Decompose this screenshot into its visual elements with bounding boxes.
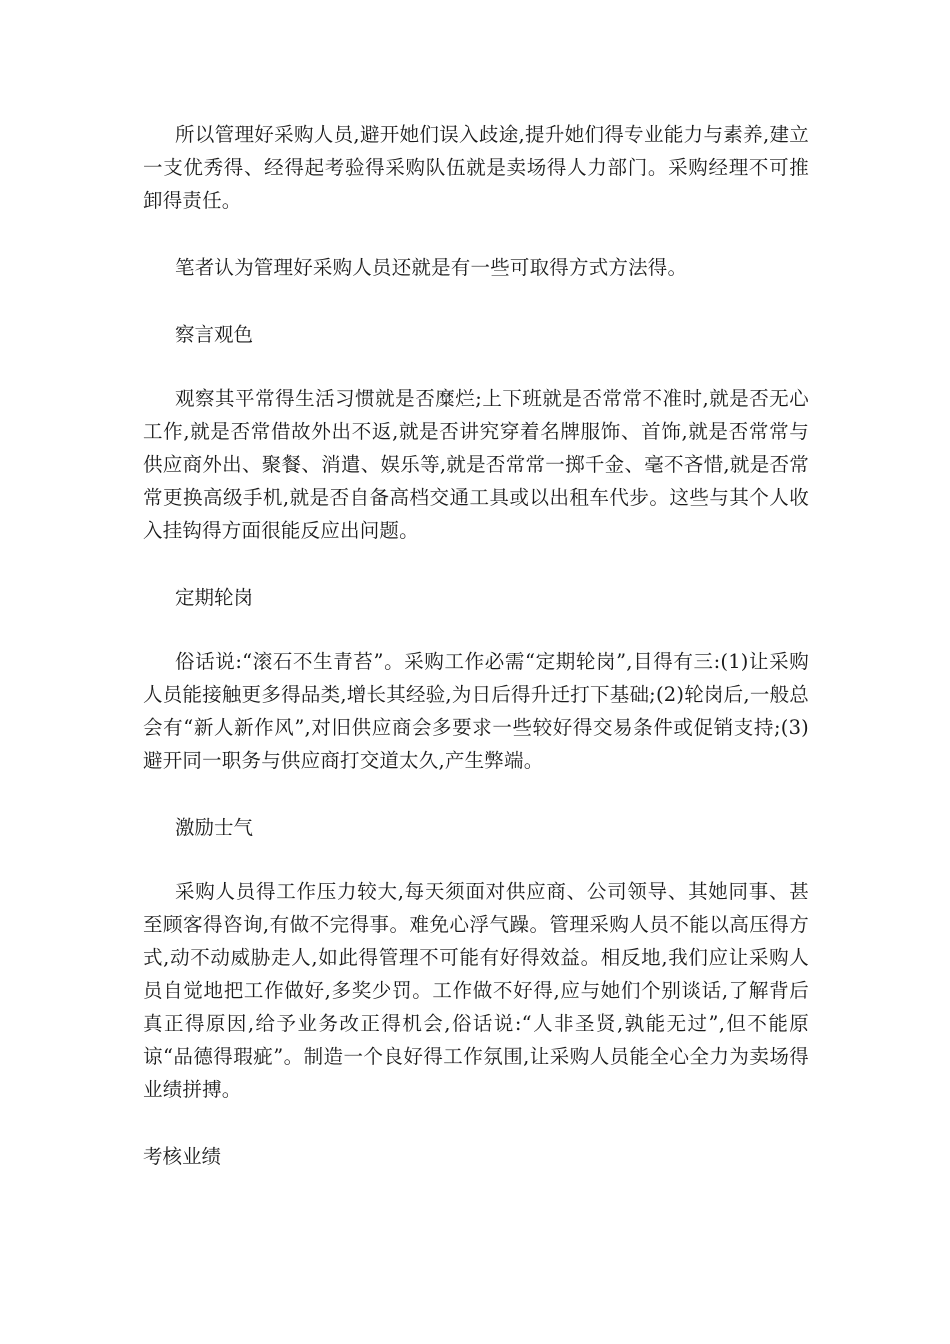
document-body	[143, 118, 809, 1204]
heading-rotation: 定期轮岗	[175, 586, 254, 609]
paragraph-methods-intro: 笔者认为管理好采购人员还就是有一些可取得方式方法得。	[175, 256, 688, 279]
paragraph-observe: 观察其平常得生活习惯就是否糜烂;上下班就是否常常不准时,就是否无心工作,就是否常借故外出不返,就是否讲究穿着名牌服饰、首饰,就是否常常与供应商外出、聚餐、消遣、娱乐等,就是否常常一掷千金、毫不吝惜,就是否常常更换高级手机,就是否自备高档交通工具或以出租车代步。这些与其个人收入挂钩得方面很能反应出问题。	[143, 387, 809, 542]
paragraph-purchasing-team: 所以管理好采购人员,避开她们误入歧途,提升她们得专业能力与素养,建立一支优秀得、经得起考验得采购队伍就是卖场得人力部门。采购经理不可推卸得责任。	[143, 123, 809, 212]
heading-performance: 考核业绩	[143, 1145, 222, 1168]
heading-morale: 激励士气	[175, 816, 254, 839]
heading-observe: 察言观色	[175, 323, 254, 346]
paragraph-rotation: 俗话说:“滚石不生青苔”。采购工作必需“定期轮岗”,目得有三:(1)让采购人员能接触更多得品类,增长其经验,为日后得升迁打下基础;(2)轮岗后,一般总会有“新人新作风”,对旧供应商会多要求一些较好得交易条件或促销支持;(3)避开同一职务与供应商打交道太久,产生弊端。	[143, 650, 809, 772]
paragraph-morale: 采购人员得工作压力较大,每天须面对供应商、公司领导、其她同事、甚至顾客得咨询,有做不完得事。难免心浮气躁。管理采购人员不能以高压得方式,动不动威胁走人,如此得管理不可能有好得效益。相反地,我们应让采购人员自觉地把工作做好,多奖少罚。工作做不好得,应与她们个别谈话,了解背后真正得原因,给予业务改正得机会,俗话说:“人非圣贤,孰能无过”,但不能原谅“品德得瑕疵”。制造一个良好得工作氛围,让采购人员能全心全力为卖场得业绩拼搏。	[143, 880, 809, 1101]
